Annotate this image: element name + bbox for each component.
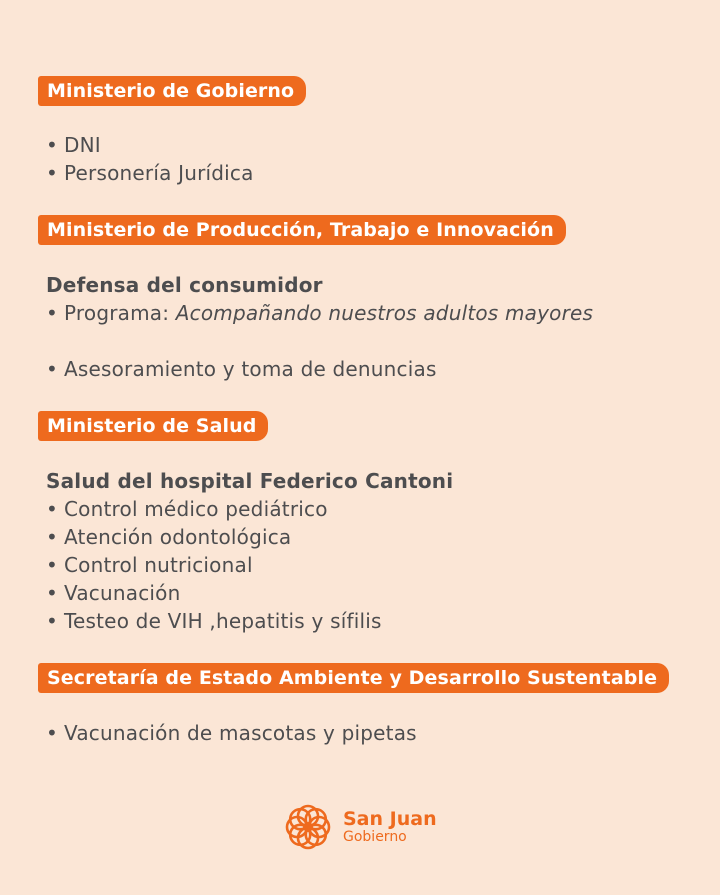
list-item: • Testeo de VIH ,hepatitis y sífilis [46, 609, 382, 633]
bullet: • [46, 497, 58, 521]
bullet: • [46, 609, 58, 633]
list-item: • DNI [46, 133, 101, 157]
bullet: • [46, 161, 58, 185]
section-heading: Ministerio de Salud [38, 411, 268, 441]
list-item: • Vacunación [46, 581, 181, 605]
section-heading: Ministerio de Gobierno [38, 76, 306, 106]
program-name: Acompañando nuestros adultos mayores [175, 301, 594, 325]
bullet: • [46, 357, 58, 381]
section-ministerio-salud [38, 411, 268, 441]
section-secretaria-ambiente [38, 663, 669, 693]
bullet: • [46, 721, 58, 745]
subheading: Defensa del consumidor [46, 273, 323, 297]
flower-logo-icon [285, 804, 331, 850]
list-item: • Atención odontológica [46, 525, 292, 549]
list-item-program: • Programa: Acompañando nuestros adultos mayores [46, 301, 594, 325]
section-ministerio-gobierno [38, 76, 306, 106]
logo-subtitle: Gobierno [343, 829, 407, 845]
section-heading: Secretaría de Estado Ambiente y Desarrollo Sustentable [38, 663, 669, 693]
list-item: • Personería Jurídica [46, 161, 254, 185]
bullet: • [46, 133, 58, 157]
list-item: • Control nutricional [46, 553, 253, 577]
bullet: • [46, 581, 58, 605]
list-item: • Vacunación de mascotas y pipetas [46, 721, 417, 745]
list-item: • Control médico pediátrico [46, 497, 328, 521]
list-item: • Asesoramiento y toma de denuncias [46, 357, 437, 381]
section-heading: Ministerio de Producción, Trabajo e Innovación [38, 215, 566, 245]
bullet: • [46, 553, 58, 577]
bullet: • [46, 301, 58, 325]
logo-name: San Juan [343, 808, 437, 830]
bullet: • [46, 525, 58, 549]
subheading: Salud del hospital Federico Cantoni [46, 469, 454, 493]
section-ministerio-produccion [38, 215, 566, 245]
